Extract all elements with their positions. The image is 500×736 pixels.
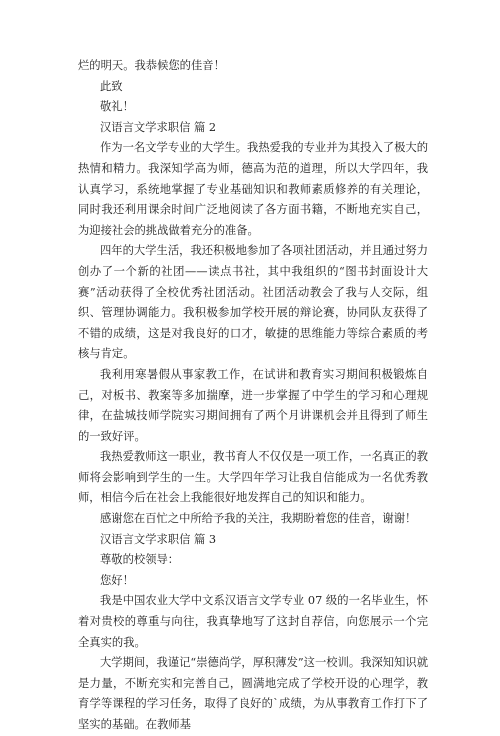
paragraph: 感谢您在百忙之中所给予我的关注，我期盼着您的佳音，谢谢！ [100,512,417,526]
document-page [78,56,428,736]
paragraph: 四年的大学生活，我还积极地参加了各项社团活动，并且通过努力创办了一个新的社团——读点书社，其中我组织的“图书封面设计大赛”活动获得了全校优秀社团活动。社团活动教会了我与人交际，组织、管理协调能力。我积极参加学校开展的辩论赛，协同队友获得了不错的成绩，这是对我良好的口才，敏捷的思维能力等综合素质的考核与肯定。 [78,244,428,361]
paragraph: 作为一名文学专业的大学生。我热爱我的专业并为其投入了极大的热情和精力。我深知学高为师，德高为范的道理，所以大学四年，我认真学习，系统地掌握了专业基础知识和教师素质修养的有关理论，同时我还利用课余时间广泛地阅读了各方面书籍，不断地充实自己，为迎接社会的挑战做着充分的准备。 [78,141,428,237]
greeting-line: 尊敬的校领导： [100,553,180,567]
closing-line: 烂的明天。我恭候您的佳音！ [78,59,225,72]
section-heading-3: 汉语言文学求职信 篇 3 [100,532,217,546]
paragraph: 我热爱教师这一职业，教书育人不仅仅是一项工作，一名真正的教师将会影响到学生的一生。大学四年学习让我自信能成为一名优秀教师，相信今后在社会上我能很好地发挥自己的知识和能力。 [78,450,428,505]
salutation-cizhi: 此致 [100,79,123,93]
section-heading-2: 汉语言文学求职信 篇 2 [100,120,217,134]
greeting-line: 您好！ [100,573,134,587]
paragraph: 我利用寒暑假从事家教工作，在试讲和教育实习期间积极锻炼自己，对板书、教案等多加揣摩，进一步掌握了中学生的学习和心理规律，在盐城技师学院实习期间拥有了两个月讲课机会并且得到了师生的一致好评。 [78,367,428,443]
salutation-jingli: 敬礼！ [100,100,134,114]
paragraph: 我是中国农业大学中文系汉语言文学专业 07 级的一名毕业生，怀着对贵校的尊重与向往，我真挚地写了这封自荐信，向您展示一个完全真实的我。 [78,594,428,649]
paragraph: 大学期间，我谨记“崇德尚学，厚积薄发”这一校训。我深知知识就是力量，不断充实和完善自己，圆满地完成了学校开设的心理学，教育学等课程的学习任务，取得了良好的`成绩，为从事教育工作打下了坚实的基础。在教师基 [78,656,428,731]
